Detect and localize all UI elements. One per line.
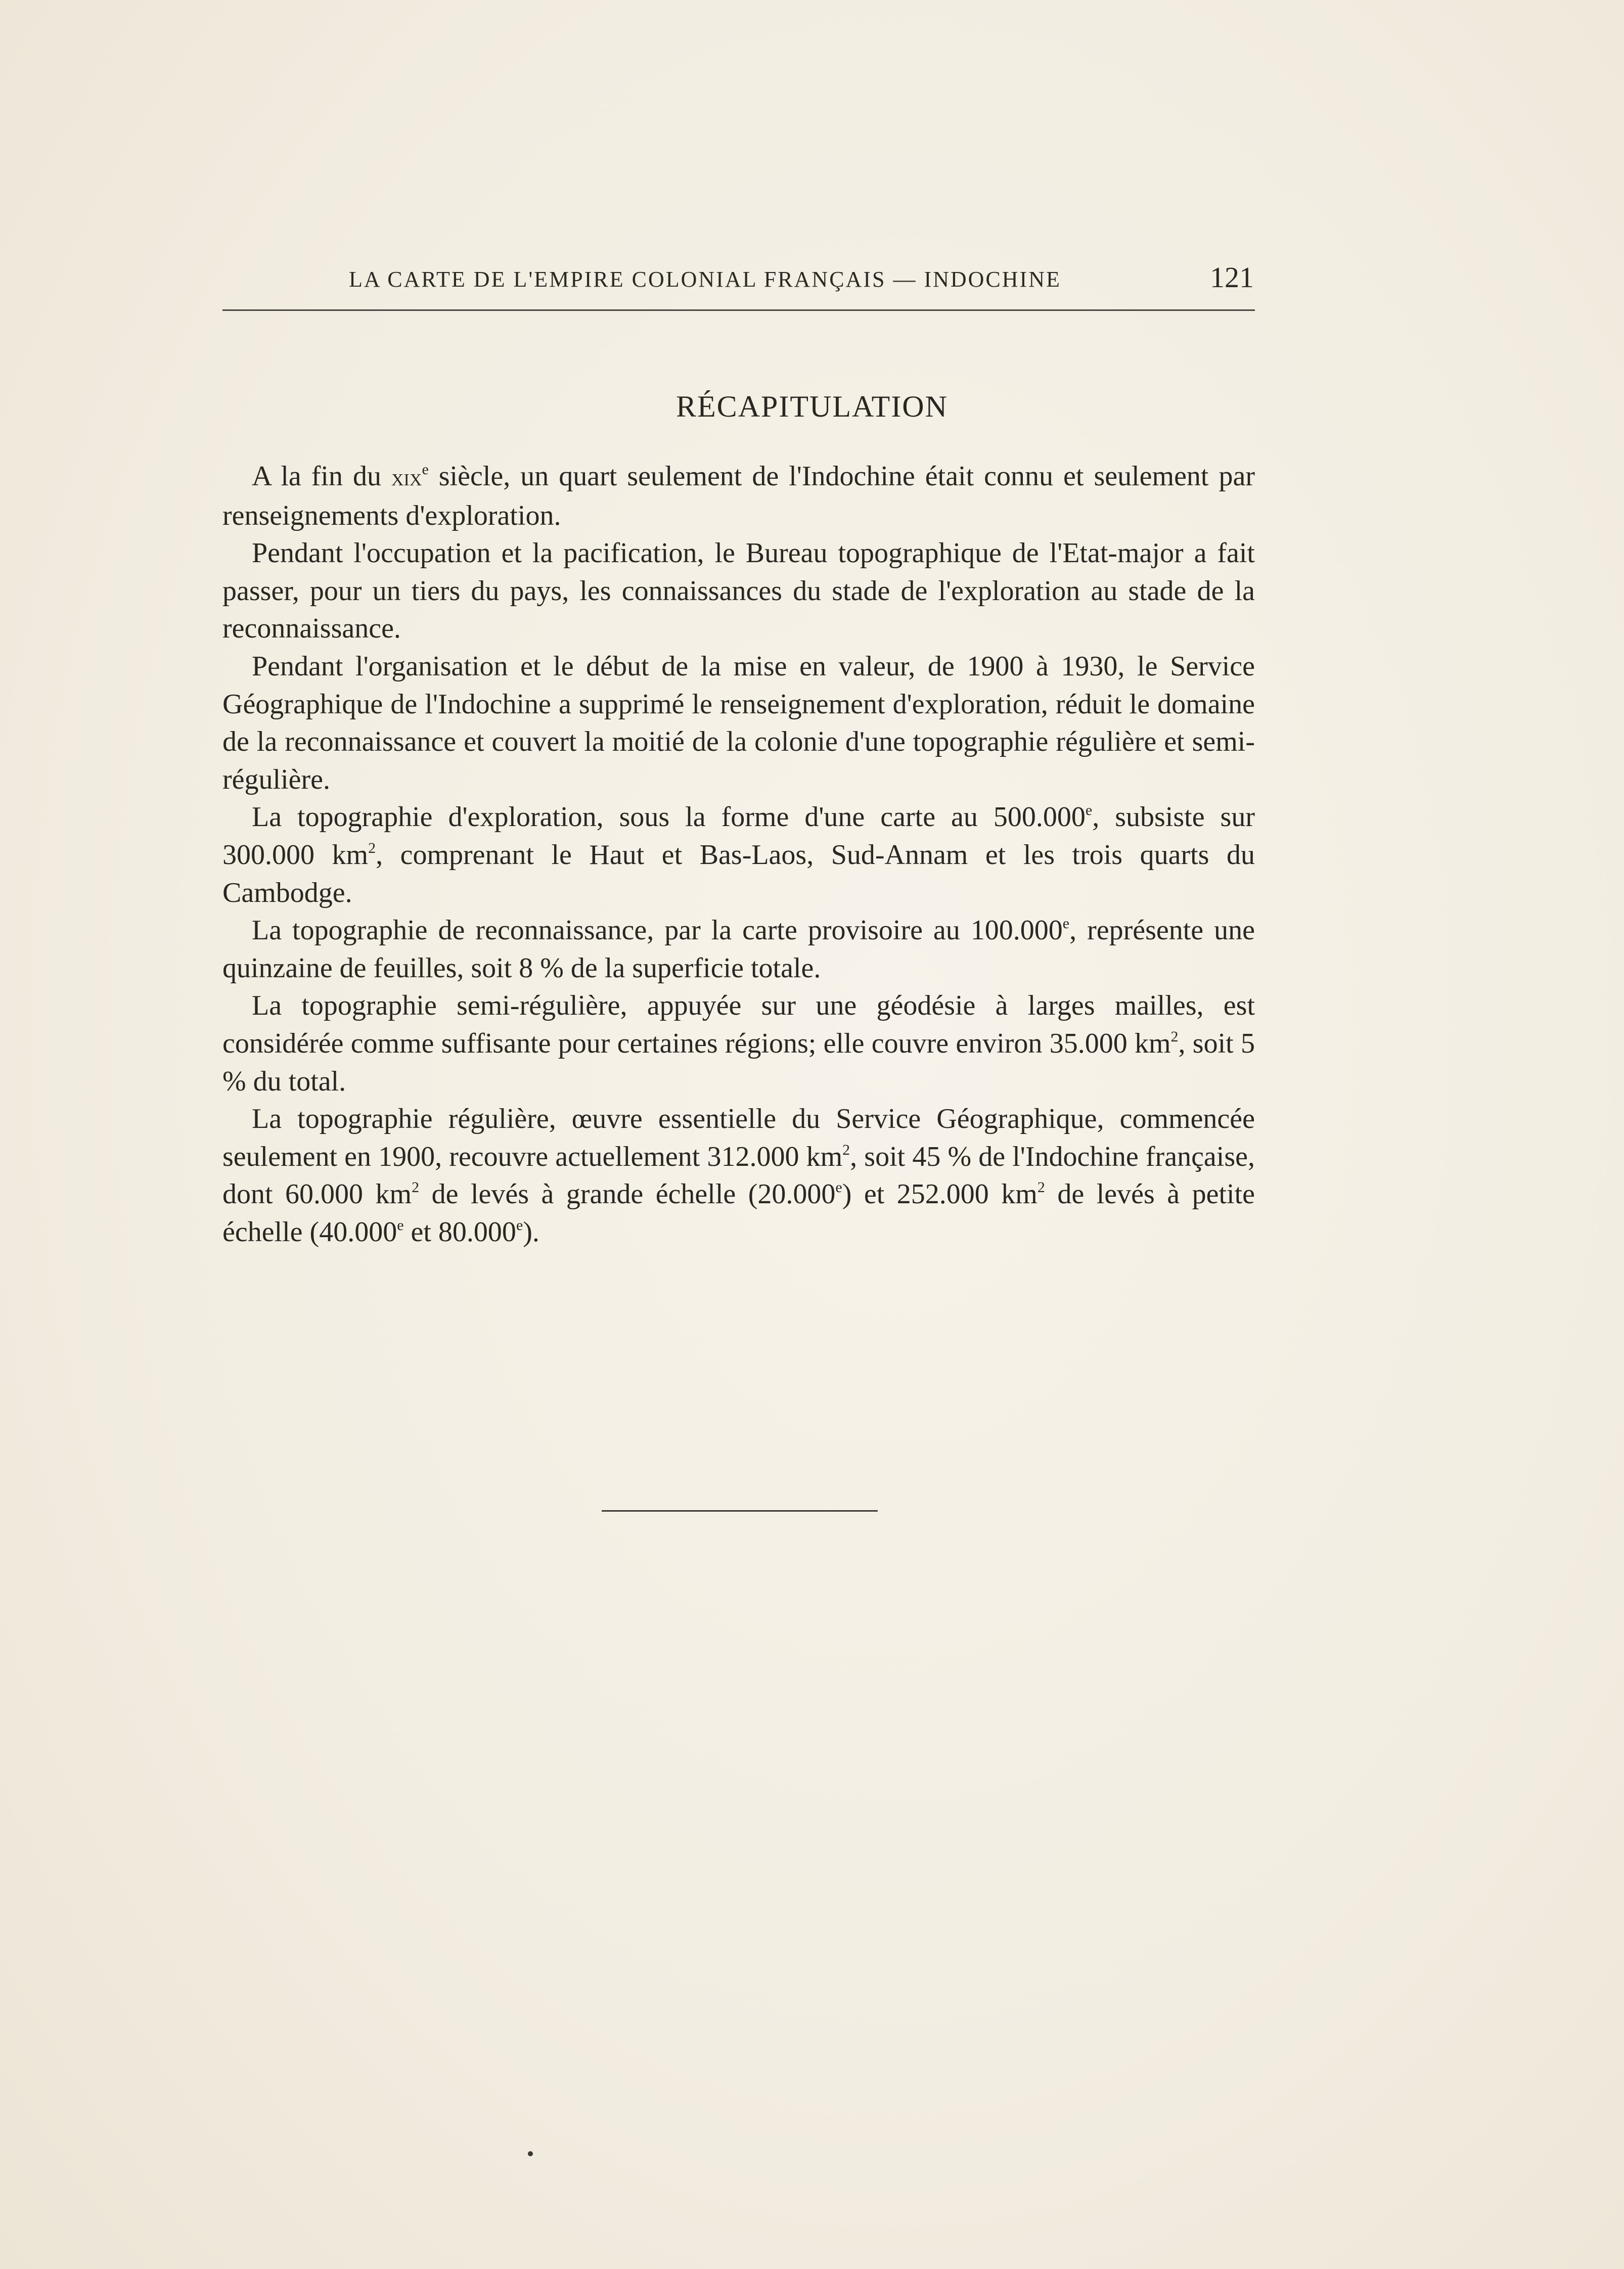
paragraph-3: Pendant l'organisation et le début de la mise en valeur, de 1900 à 1930, le Service Géographique de l'Indochine a supprimé le renseignement d'exploration, réduit le domaine de la reconnaissance et couvert la moitié de la colonie d'une topographie régulière et semi-régulière. <box>222 650 1255 795</box>
superscript: e <box>1085 802 1093 819</box>
text-run: La topographie régulière, œuvre essentielle du Service Géographique, commencée seulement en 1900, recouvre actuellement 312.000 km <box>222 1103 1255 1172</box>
superscript: 2 <box>1037 1179 1045 1196</box>
paragraph-4 <box>222 798 1255 912</box>
superscript: e <box>1062 915 1070 932</box>
header-rule <box>222 309 1255 311</box>
text-run: La topographie de reconnaissance, par la carte provisoire au 100.000 <box>252 915 1063 946</box>
paragraph-1 <box>222 458 1255 534</box>
text-run: de levés à grande échelle (20.000 <box>419 1178 836 1210</box>
text-run: siècle, un quart seulement de l'Indochine était connu et seulement par renseignements d'exploration. <box>222 461 1255 531</box>
superscript: 2 <box>1170 1028 1179 1045</box>
section-title: RÉCAPITULATION <box>676 390 948 423</box>
superscript: e <box>397 1216 404 1234</box>
paragraph-5 <box>222 912 1255 987</box>
text-run: , comprenant le Haut et Bas-Laos, Sud-Annam et les trois quarts du Cambodge. <box>222 839 1255 909</box>
text-run: La topographie d'exploration, sous la forme d'une carte au 500.000 <box>252 801 1086 833</box>
superscript: e <box>835 1179 842 1196</box>
text-run: , soit 45 % de l'Indochine française, dont 60.000 km <box>222 1141 1255 1210</box>
century-numeral: xix <box>391 464 422 491</box>
superscript: 2 <box>412 1179 420 1196</box>
paper-speck <box>528 2151 533 2156</box>
text-run: de levés à petite échelle (40.000 <box>222 1178 1255 1248</box>
superscript: e <box>422 461 429 478</box>
superscript: e <box>516 1216 523 1234</box>
text-run: ) et 252.000 km <box>842 1178 1037 1210</box>
text-run: , soit 5 % du total. <box>222 1027 1255 1097</box>
paragraph-6 <box>222 987 1255 1100</box>
end-rule <box>602 1510 878 1512</box>
paragraph-7 <box>222 1100 1255 1251</box>
page-header <box>222 255 1254 306</box>
paragraph-2: Pendant l'occupation et la pacification, le Bureau topographique de l'Etat-major a fait passer, pour un tiers du pays, les connaissances du stade de l'exploration au stade de la reconnaissance. <box>222 537 1255 645</box>
text-run: , représente une quinzaine de feuilles, soit 8 % de la superficie totale. <box>222 915 1255 984</box>
text-run: A la fin du <box>252 461 391 492</box>
superscript: 2 <box>368 839 376 856</box>
text-run: La topographie semi-régulière, appuyée sur une géodésie à larges mailles, est considérée comme suffisante pour certaines régions; elle couvre environ 35.000 km <box>222 990 1255 1059</box>
superscript: 2 <box>842 1141 850 1158</box>
running-head: LA CARTE DE L'EMPIRE COLONIAL FRANÇAIS — INDOCHINE <box>349 267 1061 292</box>
text-run: ). <box>523 1216 539 1248</box>
text-run: et 80.000 <box>403 1216 516 1248</box>
body-text <box>222 458 1255 1251</box>
text-run: , subsiste sur 300.000 km <box>222 801 1255 871</box>
page-number: 121 <box>1210 261 1254 294</box>
